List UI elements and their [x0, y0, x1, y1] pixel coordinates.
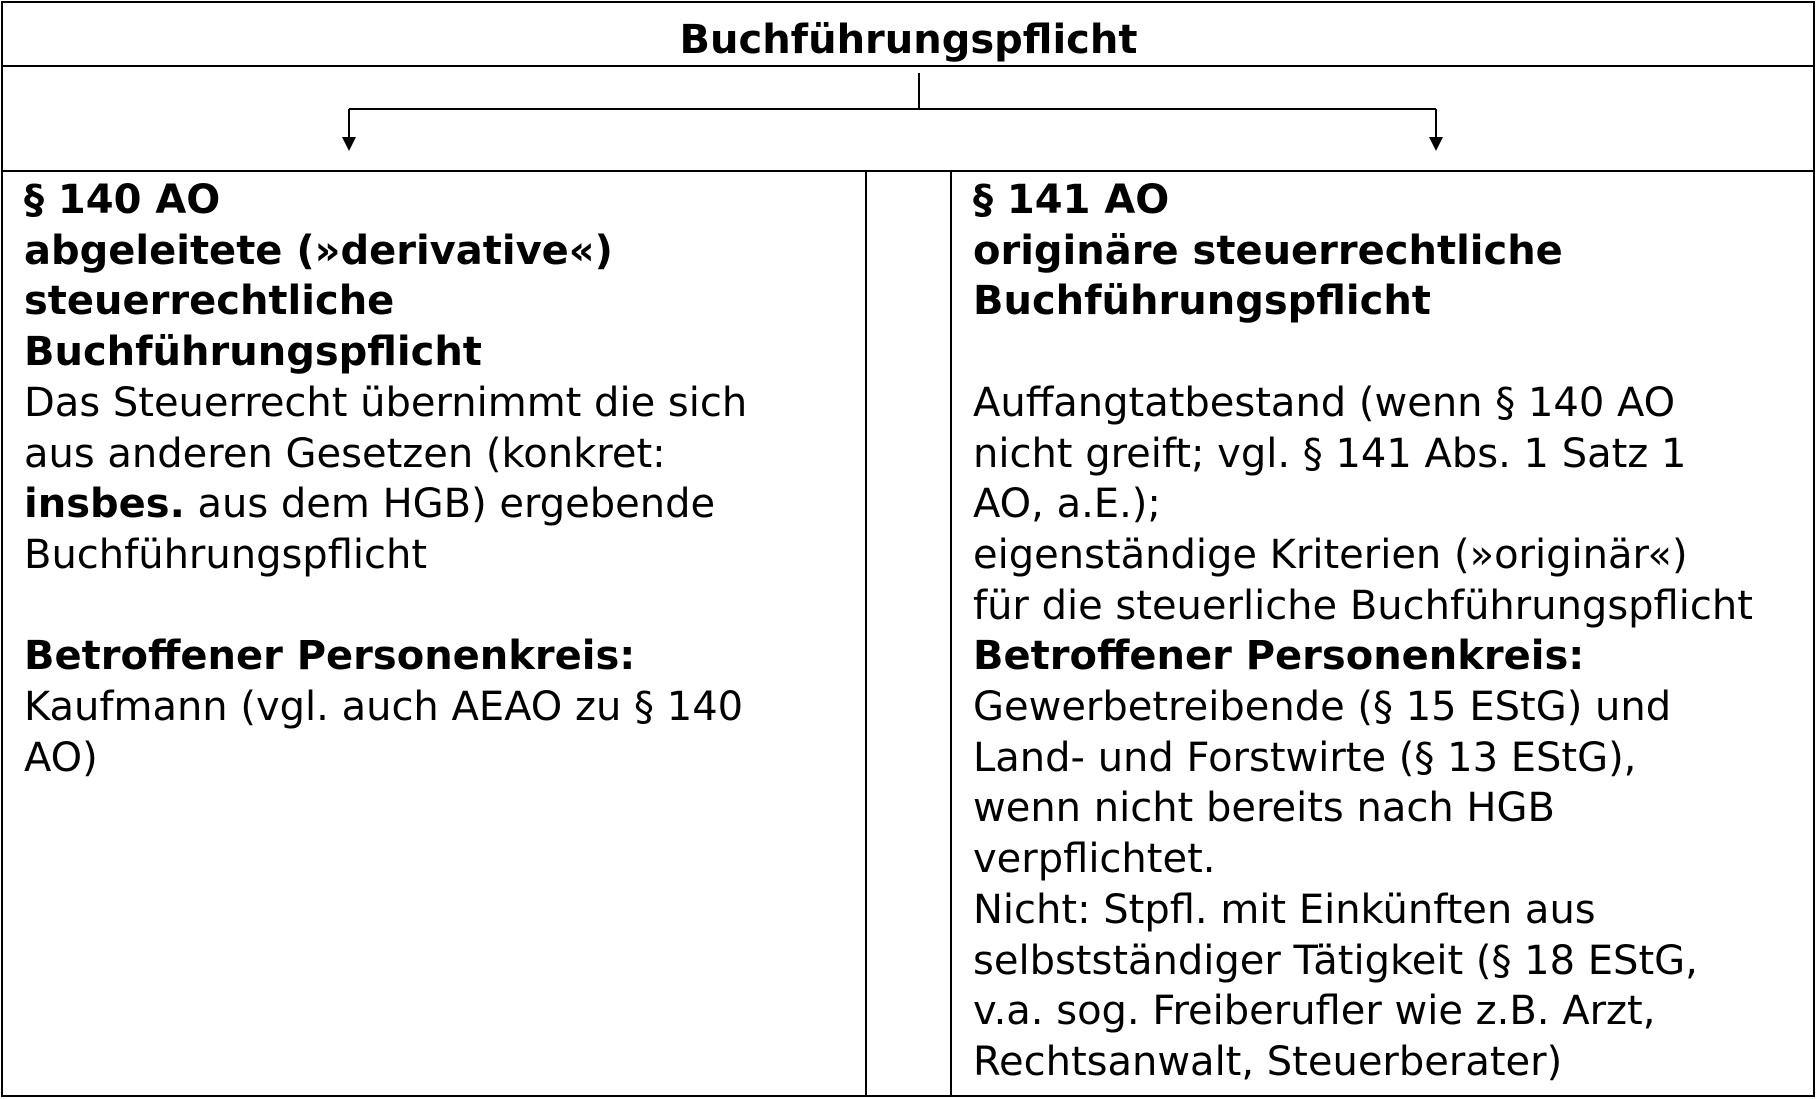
left-persons-label: Betroffener Personenkreis: — [24, 633, 636, 680]
right-description-line: nicht greift; vgl. § 141 Abs. 1 Satz 1 — [973, 430, 1687, 477]
right-description-line: für die steuerliche Buchführungspflicht — [973, 582, 1753, 629]
diagram-title: Buchführungspflicht — [679, 17, 1138, 63]
right-persons-line: Rechtsanwalt, Steuerberater) — [973, 1038, 1563, 1085]
left-description-line: Das Steuerrecht übernimmt die sich — [24, 379, 748, 426]
left-arrowhead-icon — [342, 137, 356, 151]
right-persons-line: selbstständiger Tätigkeit (§ 18 EStG, — [973, 937, 1698, 984]
right-heading-line: § 141 AO — [973, 177, 1170, 223]
left-cell-140-ao — [24, 175, 864, 783]
right-arrowhead-icon — [1429, 137, 1443, 151]
spacer — [973, 327, 1803, 378]
left-heading-line: § 140 AO — [24, 177, 221, 223]
left-description-rest: aus dem HGB) ergebende — [184, 481, 716, 528]
right-description-line: eigenständige Kriterien (»originär«) — [973, 531, 1688, 578]
left-heading-line: steuerrechtliche — [24, 278, 395, 325]
right-description-line: AO, a.E.); — [973, 481, 1161, 528]
left-heading-line: Buchführungspflicht — [24, 329, 482, 376]
left-description-line: aus anderen Gesetzen (konkret: — [24, 430, 666, 477]
left-persons-line: Kaufmann (vgl. auch AEAO zu § 140 — [24, 684, 744, 731]
left-description-line — [24, 479, 864, 530]
spacer — [24, 581, 864, 632]
right-cell-141-ao — [973, 175, 1803, 1088]
right-description-line: Auffangtatbestand (wenn § 140 AO — [973, 379, 1676, 426]
right-persons-line: wenn nicht bereits nach HGB — [973, 785, 1555, 832]
right-column-divider — [950, 171, 952, 1097]
right-persons-line: Nicht: Stpfl. mit Einkünften aus — [973, 886, 1596, 933]
right-heading-line: originäre steuerrechtliche — [973, 227, 1563, 274]
left-description-emphasis: insbes. — [24, 481, 185, 528]
left-column-divider — [865, 171, 867, 1097]
right-persons-label: Betroffener Personenkreis: — [973, 633, 1585, 680]
branch-connector — [0, 67, 1817, 157]
left-persons-line: AO) — [24, 734, 98, 781]
right-persons-line: v.a. sog. Freiberufler wie z.B. Arzt, — [973, 988, 1656, 1035]
right-heading-line: Buchführungspflicht — [973, 278, 1431, 325]
right-persons-line: Land- und Forstwirte (§ 13 EStG), — [973, 734, 1637, 781]
right-persons-line: verpflichtet. — [973, 836, 1216, 883]
left-heading-line: abgeleitete (»derivative«) — [24, 227, 613, 274]
arrow-row-divider — [1, 170, 1815, 172]
right-persons-line: Gewerbetreibende (§ 15 EStG) und — [973, 684, 1672, 731]
left-description-line: Buchführungspflicht — [24, 531, 428, 578]
